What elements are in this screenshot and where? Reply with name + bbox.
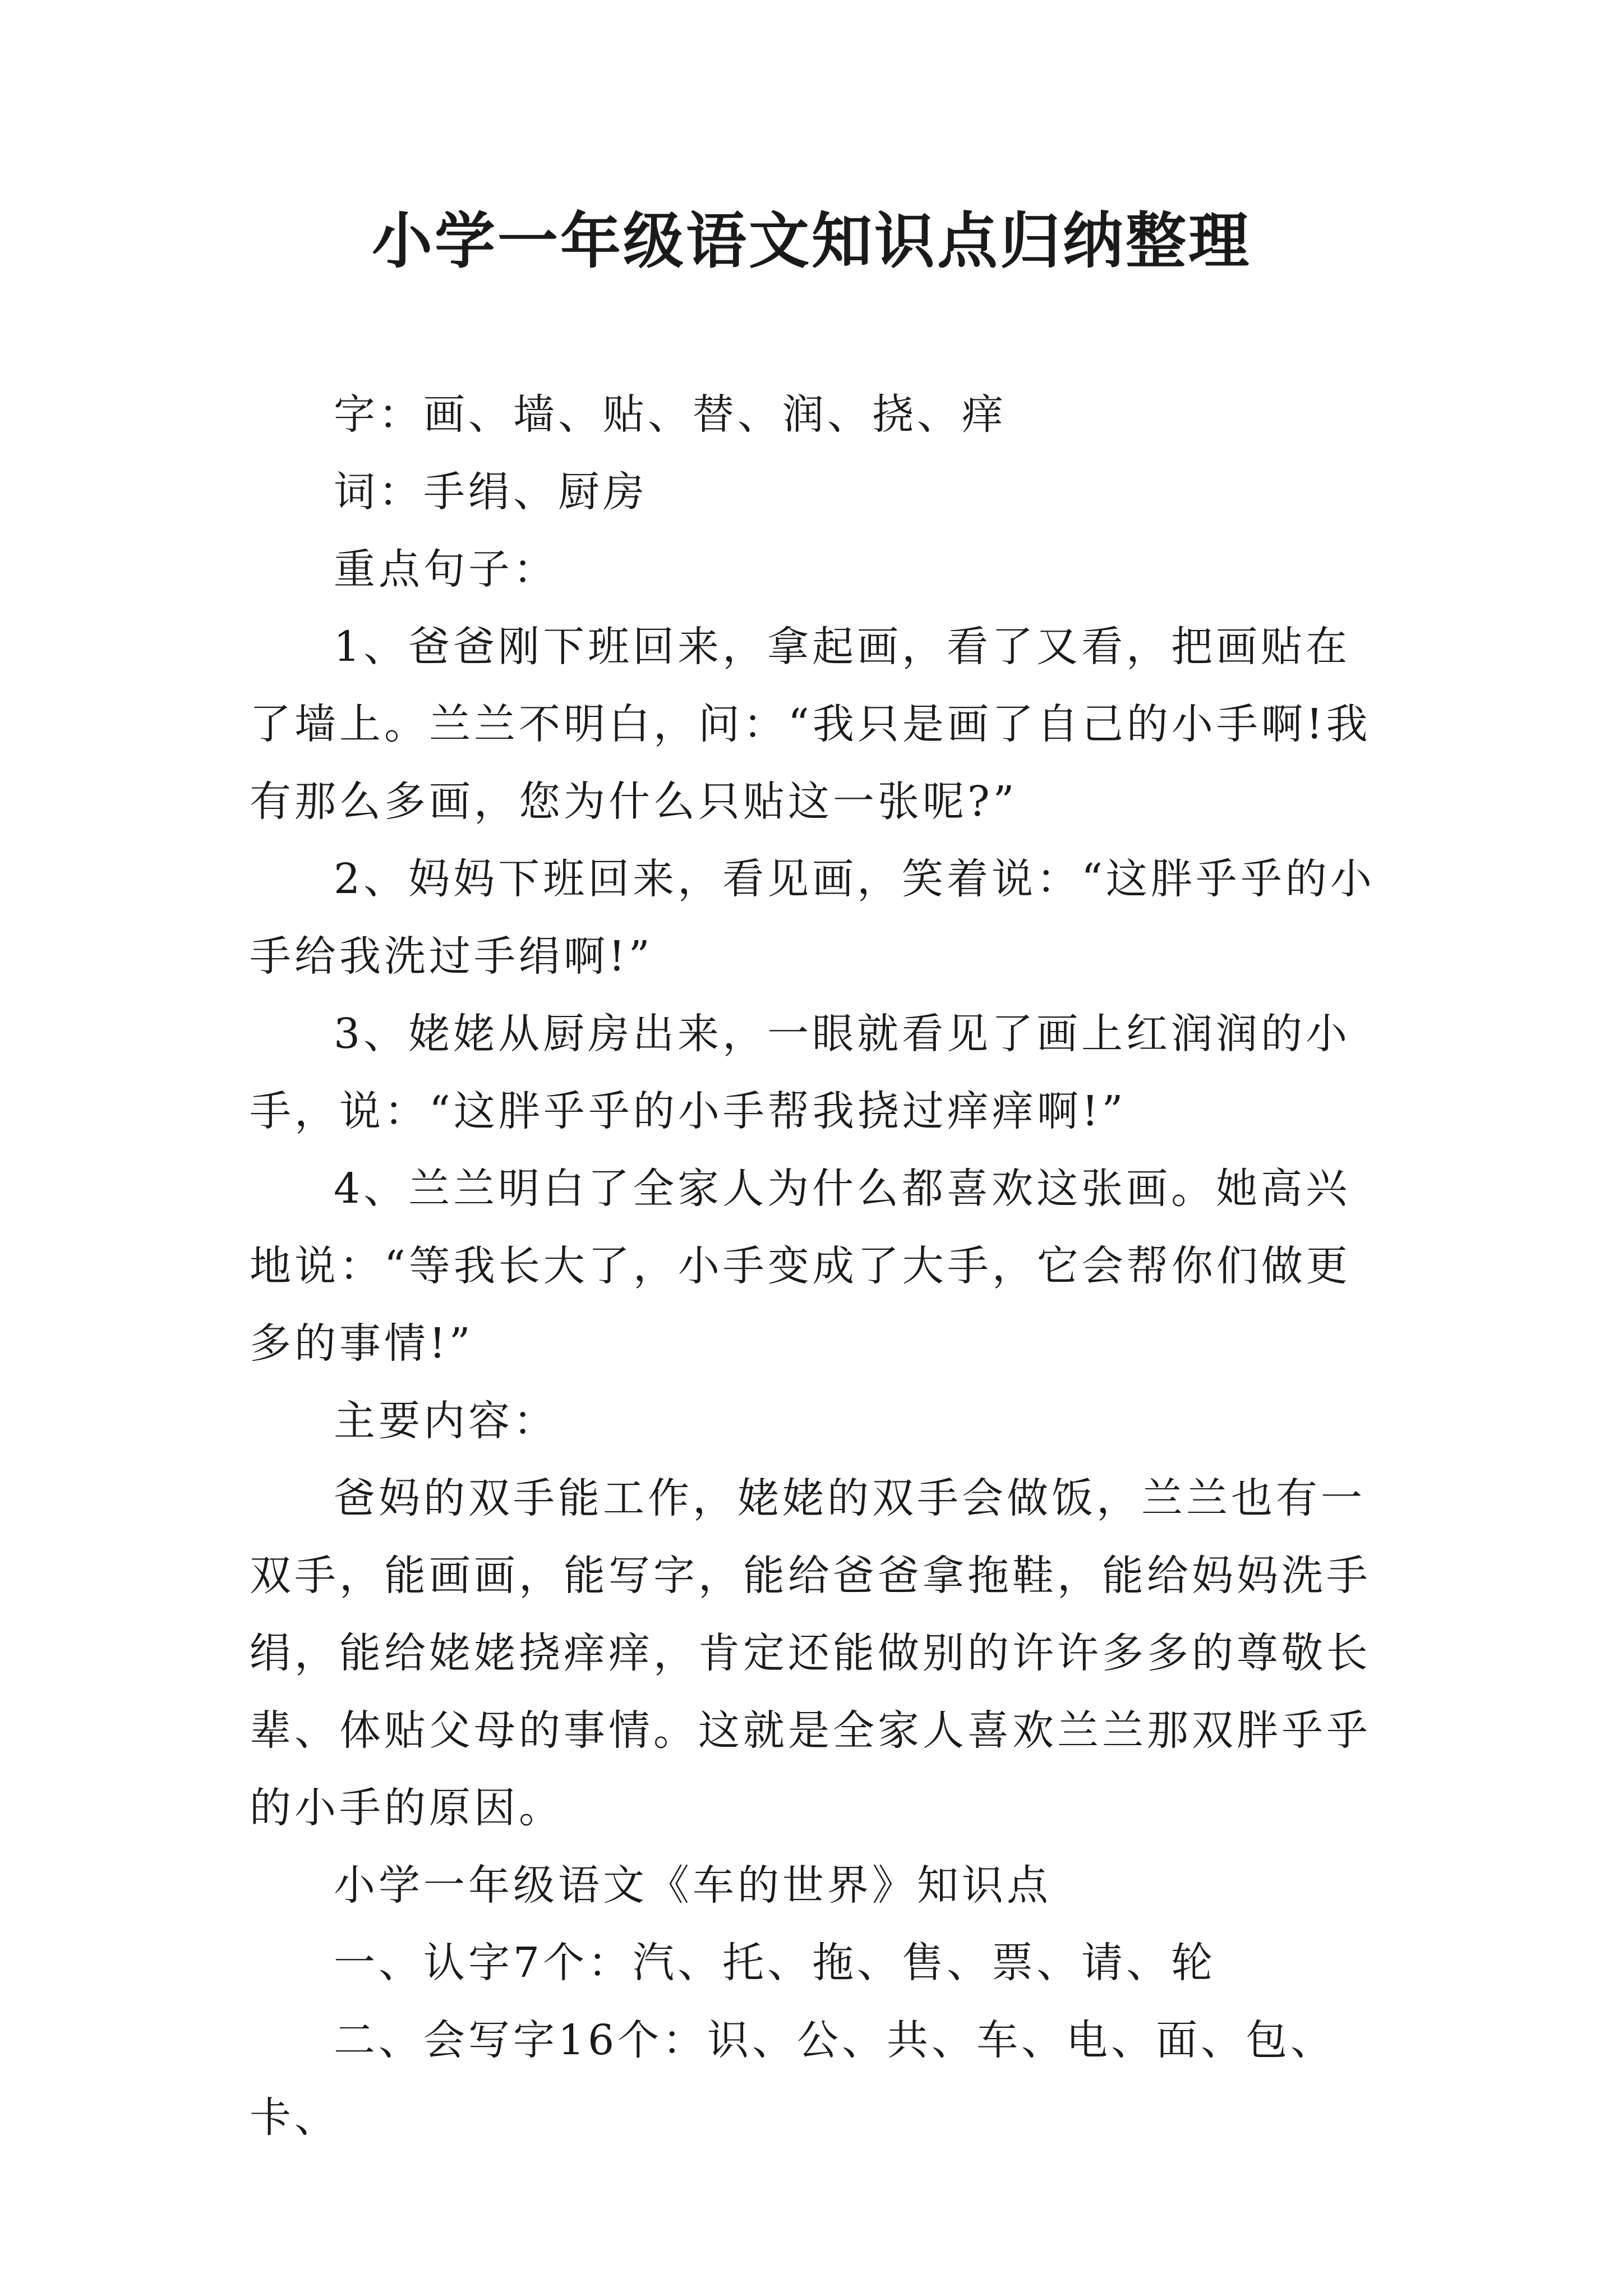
paragraph-sentence-3: 3、姥姥从厨房出来，一眼就看见了画上红润润的小手，说：“这胖乎乎的小手帮我挠过痒痒啊!”: [250, 1010, 1351, 1135]
document-body: [250, 376, 1382, 2156]
paragraph-recognize-characters: 一、认字7个：汽、托、拖、售、票、请、轮: [334, 1939, 1216, 1987]
paragraph-key-sentences-heading: 重点句子：: [334, 545, 558, 593]
paragraph-words: 词：手绢、厨房: [334, 468, 648, 516]
paragraph-sentence-2: 2、妈妈下班回来，看见画，笑着说：“这胖乎乎的小手给我洗过手绢啊!”: [250, 855, 1375, 981]
paragraph-main-content: 爸妈的双手能工作，姥姥的双手会做饭，兰兰也有一双手，能画画，能写字，能给爸爸拿拖鞋，能给妈妈洗手绢，能给姥姥挠痒痒，肯定还能做别的许许多多的尊敬长辈、体贴父母的事情。这就是全家人喜欢兰兰那双胖乎乎的小手的原因。: [250, 1474, 1371, 1832]
paragraph-sentence-1: 1、爸爸刚下班回来，拿起画，看了又看，把画贴在了墙上。兰兰不明白，问：“我只是画了自己的小手啊!我有那么多画，您为什么只贴这一张呢?”: [250, 623, 1371, 826]
document-title: 小学一年级语文知识点归纳整理: [371, 206, 1251, 277]
paragraph-write-characters: 二、会写字16个：识、公、共、车、电、面、包、卡、: [250, 2016, 1336, 2142]
paragraph-sentence-4: 4、兰兰明白了全家人为什么都喜欢这张画。她高兴地说：“等我长大了，小手变成了大手，它会帮你们做更多的事情!”: [250, 1165, 1351, 1368]
paragraph-section-title: 小学一年级语文《车的世界》知识点: [334, 1861, 1052, 1910]
paragraph-characters: 字：画、墙、贴、替、润、挠、痒: [334, 390, 1007, 439]
paragraph-main-content-heading: 主要内容：: [334, 1397, 558, 1445]
